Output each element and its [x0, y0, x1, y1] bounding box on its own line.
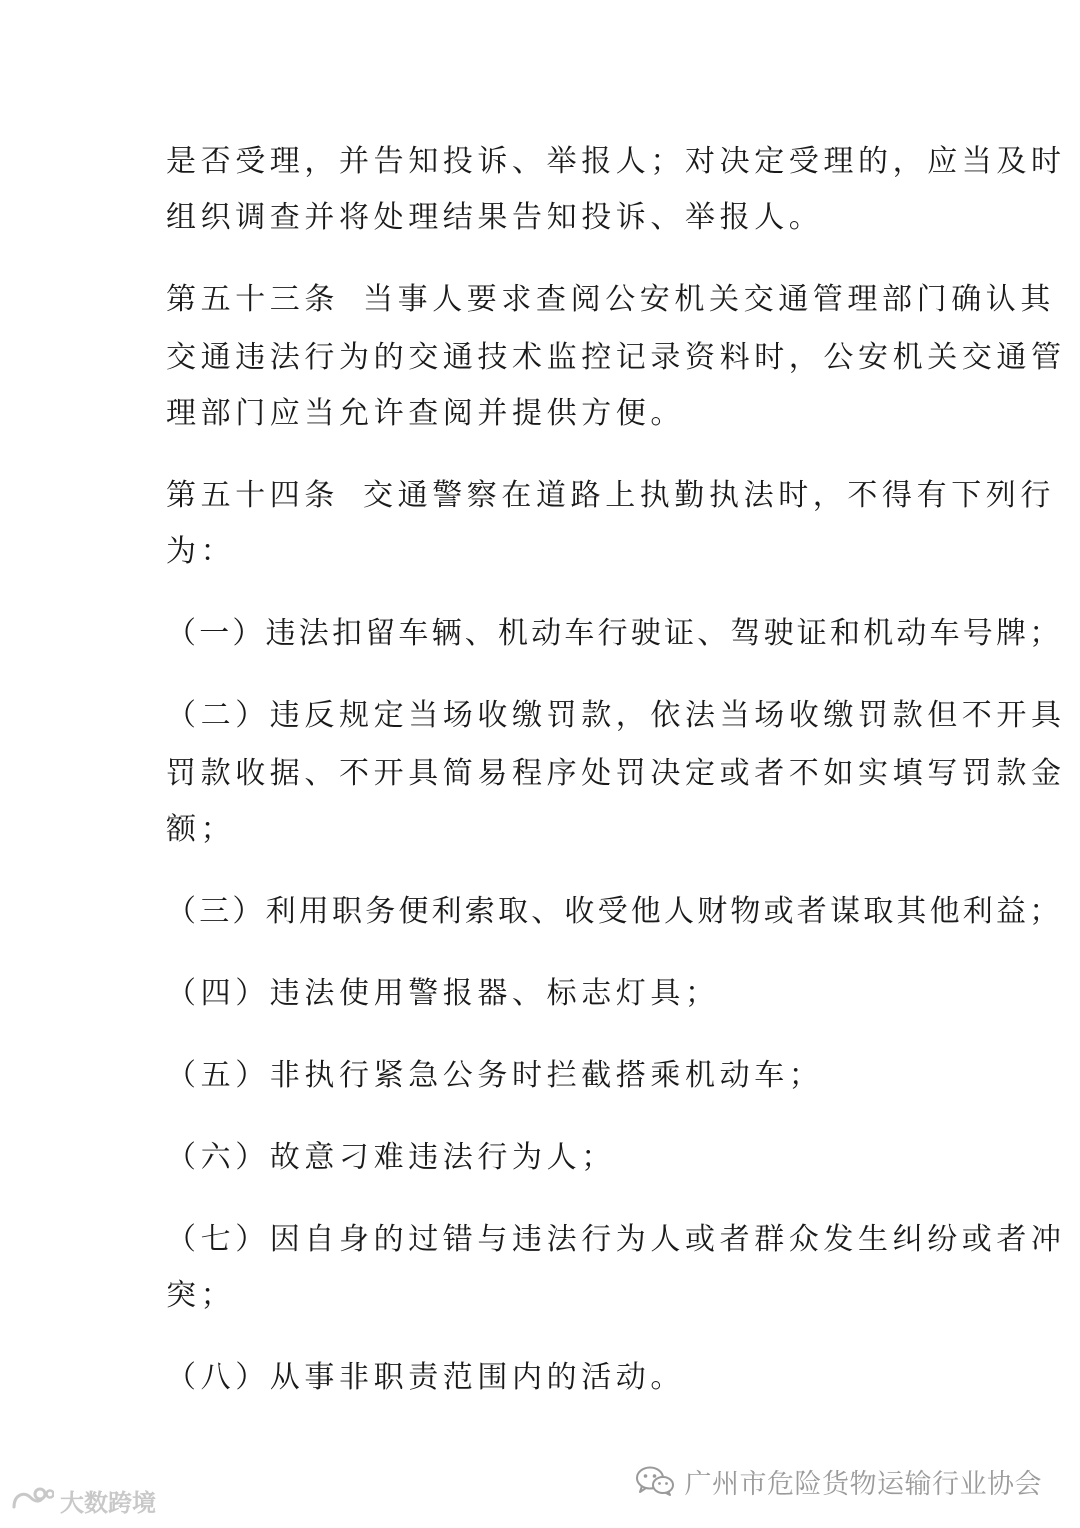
list-item: （七）因自身的过错与违法行为人或者群众发生纠纷或者冲	[166, 1222, 1066, 1257]
watermark-right-text: 广州市危险货物运输行业协会	[684, 1468, 1042, 1500]
article-54-text: 交通警察在道路上执勤执法时，不得有下列行	[363, 478, 1055, 513]
article-54-number: 第五十四条	[166, 478, 339, 513]
article-53-line	[166, 282, 1055, 318]
logo-icon	[10, 1485, 54, 1515]
text-line: 是否受理，并告知投诉、举报人；对决定受理的，应当及时	[166, 144, 1066, 179]
text-line: 罚款收据、不开具简易程序处罚决定或者不如实填写罚款金	[166, 756, 1066, 791]
list-item: （二）违反规定当场收缴罚款，依法当场收缴罚款但不开具	[166, 698, 1066, 733]
list-item: （六）故意刁难违法行为人；	[166, 1140, 616, 1175]
list-item: （八）从事非职责范围内的活动。	[166, 1360, 685, 1395]
wechat-icon	[635, 1465, 675, 1497]
article-53-text: 当事人要求查阅公安机关交通管理部门确认其	[363, 282, 1055, 317]
list-item: （五）非执行紧急公务时拦截搭乘机动车；	[166, 1058, 824, 1093]
watermark-left-text: 大数跨境	[60, 1488, 156, 1517]
text-line: 交通违法行为的交通技术监控记录资料时，公安机关交通管	[166, 340, 1066, 375]
list-item: （四）违法使用警报器、标志灯具；	[166, 976, 720, 1011]
list-item: （三）利用职务便利索取、收受他人财物或者谋取其他利益；	[166, 894, 1063, 929]
text-line: 额；	[166, 812, 236, 847]
article-54-line	[166, 478, 1055, 514]
watermark-right	[635, 1458, 1043, 1504]
text-line: 理部门应当允许查阅并提供方便。	[166, 396, 685, 431]
text-line: 组织调查并将处理结果告知投诉、举报人。	[166, 200, 824, 235]
watermark-left	[10, 1480, 156, 1520]
article-53-number: 第五十三条	[166, 282, 339, 317]
list-item: （一）违法扣留车辆、机动车行驶证、驾驶证和机动车号牌；	[166, 616, 1063, 651]
text-line: 为：	[166, 534, 236, 569]
text-line: 突；	[166, 1278, 236, 1313]
